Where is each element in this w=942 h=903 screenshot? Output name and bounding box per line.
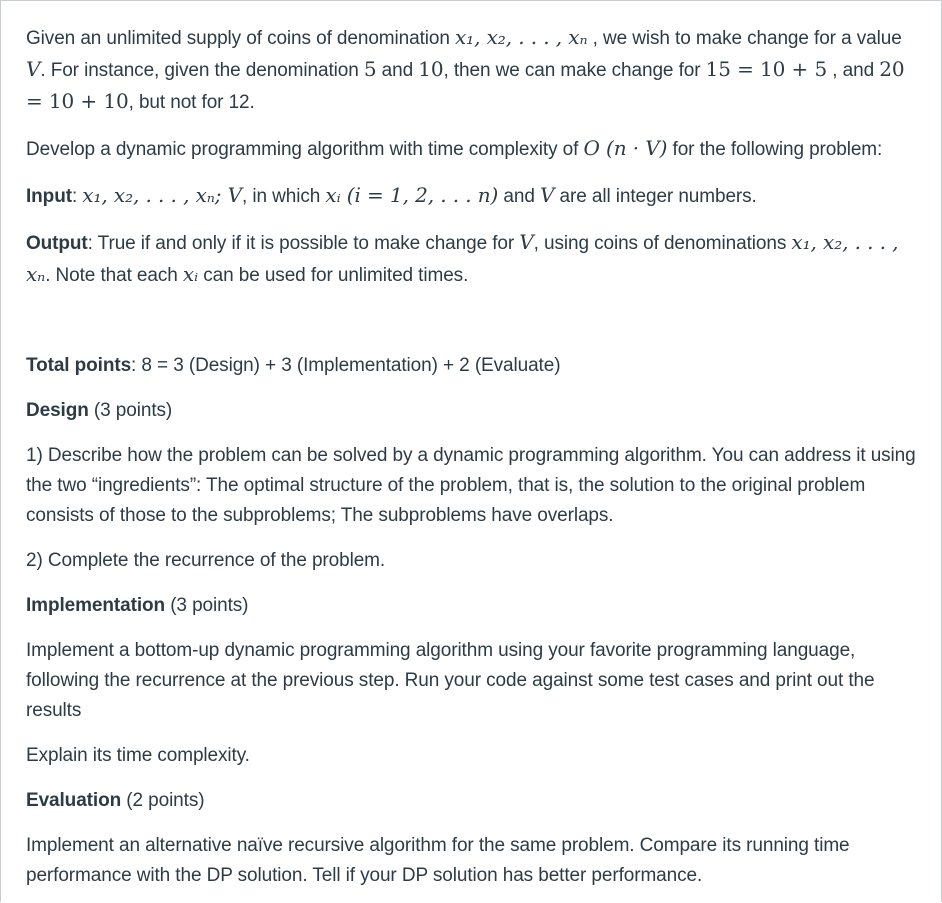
math-denominations: x₁, x₂, . . . , xₙ: [455, 25, 588, 49]
input-colon: :: [71, 186, 83, 207]
intro-text-2: , we wish to make change for a value: [587, 28, 902, 49]
math-value-v: V: [26, 57, 41, 81]
design-item-1: 1) Describe how the problem can be solved by a dynamic programming algorithm. You can address it using the two “ingredients”: The optimal structure of the problem, that is, the solution to the original problem consists of those to the subproblems; The subproblems have overlaps.: [26, 445, 916, 526]
input-text-1: , in which: [242, 186, 326, 207]
intro-text-4: and: [376, 60, 419, 81]
input-paragraph: [26, 180, 916, 212]
input-text-2: and: [498, 186, 541, 207]
design-points: (3 points): [88, 400, 173, 421]
implementation-text-2: Explain its time complexity.: [26, 745, 250, 766]
design-label: Design: [26, 400, 89, 421]
math-input-xi: xᵢ (i = 1, 2, . . . n): [325, 183, 499, 207]
math-output-v: V: [519, 230, 534, 254]
implementation-label: Implementation: [26, 595, 166, 616]
output-paragraph: [26, 227, 916, 291]
intro-text-3: . For instance, given the denomination: [40, 60, 364, 81]
design-item-2: 2) Complete the recurrence of the problem.: [26, 550, 386, 571]
assignment-content: [26, 22, 916, 891]
implementation-text-1: Implement a bottom-up dynamic programming algorithm using your favorite programming language, following the recurrence at the previous step. Run your code against some test cases and print out the results: [26, 640, 875, 721]
math-five: 5: [363, 57, 377, 81]
intro-text-5: , then we can make change for: [443, 60, 706, 81]
math-twenty-eq: 20 = 10 + 10: [26, 57, 905, 113]
develop-text-1: Develop a dynamic programming algorithm with time complexity of: [26, 139, 584, 160]
evaluation-text: Implement an alternative naïve recursive algorithm for the same problem. Compare its running time performance with the DP solution. Tell if your DP solution has better performance.: [26, 835, 850, 886]
intro-paragraph: [26, 22, 916, 118]
math-input-v: V: [540, 183, 555, 207]
math-complexity: O (n · V): [583, 136, 668, 160]
total-points-label: Total points: [26, 355, 132, 376]
evaluation-points: (2 points): [121, 790, 205, 811]
math-ten: 10: [418, 57, 444, 81]
intro-text-6: , and: [827, 60, 880, 81]
total-points-text: : 8 = 3 (Design) + 3 (Implementation) + 2 (Evaluate): [131, 355, 561, 376]
evaluation-label: Evaluation: [26, 790, 122, 811]
math-output-xi: xᵢ: [182, 262, 199, 286]
total-points-paragraph: [26, 351, 916, 381]
implementation-heading: [26, 591, 916, 621]
implementation-points: (3 points): [165, 595, 249, 616]
evaluation-heading: [26, 786, 916, 816]
output-label: Output: [26, 233, 88, 254]
output-text-4: can be used for unlimited times.: [198, 265, 469, 286]
develop-text-2: for the following problem:: [667, 139, 883, 160]
output-text-3: . Note that each: [45, 265, 183, 286]
output-text-1: : True if and only if it is possible to make change for: [87, 233, 520, 254]
math-input-list: x₁, x₂, . . . , xₙ; V: [82, 183, 243, 207]
input-text-3: are all integer numbers.: [554, 186, 757, 207]
input-label: Input: [26, 186, 72, 207]
develop-paragraph: [26, 133, 916, 165]
intro-text-7: , but not for 12.: [128, 92, 255, 113]
intro-text-1: Given an unlimited supply of coins of denomination: [26, 28, 455, 49]
output-text-2: , using coins of denominations: [533, 233, 792, 254]
math-fifteen-eq: 15 = 10 + 5: [705, 57, 828, 81]
design-heading: [26, 396, 916, 426]
math-output-list: x₁, x₂, . . . , xₙ: [26, 230, 899, 286]
